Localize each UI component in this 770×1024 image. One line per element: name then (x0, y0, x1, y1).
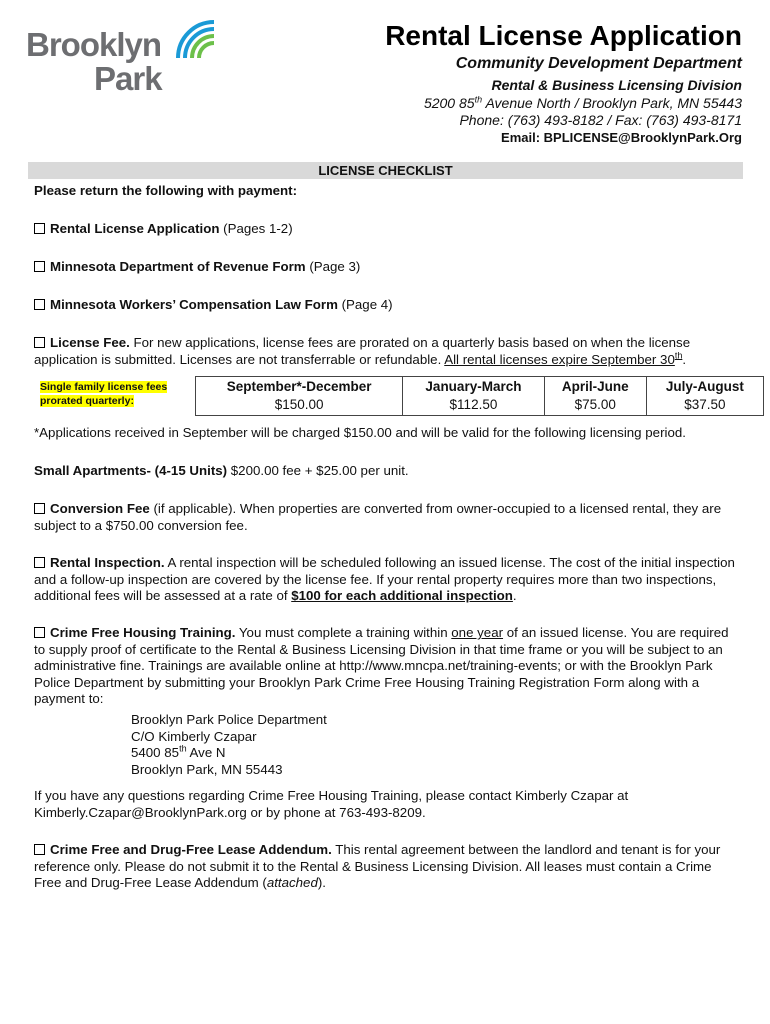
fee-cell: September*-December $150.00 (196, 377, 403, 416)
checkbox-icon[interactable] (34, 223, 45, 234)
checkbox-icon[interactable] (34, 261, 45, 272)
checkbox-icon[interactable] (34, 337, 45, 348)
checkbox-icon[interactable] (34, 503, 45, 514)
checkbox-icon[interactable] (34, 299, 45, 310)
rental-inspection-paragraph: Rental Inspection. A rental inspection will be scheduled following an issued license. The cost of the initial inspection and a follow-up inspection are covered by the license fee. If your rental property requires more than two inspections, additional fees will be assessed at a rate of $100 for each additional inspection. (34, 555, 735, 603)
september-note: *Applications received in September will be charged $150.00 and will be valid for the following licensing period. (34, 425, 686, 440)
fee-cell: January-March $112.50 (403, 377, 545, 416)
department-name: Community Development Department (455, 55, 742, 72)
logo-line2: Park (94, 60, 162, 97)
wifi-arcs-icon (174, 18, 219, 63)
conversion-fee-paragraph: Conversion Fee (if applicable). When properties are converted from owner-occupied to a licensed rental, they are subject to a $750.00 conversion fee. (34, 501, 722, 533)
page-title: Rental License Application (385, 20, 742, 51)
quarterly-fee-table (195, 376, 764, 416)
phone-fax: Phone: (763) 493-8182 / Fax: (763) 493-8171 (459, 112, 742, 128)
office-address: 5200 85th Avenue North / Brooklyn Park, MN 55443 (423, 94, 742, 111)
fee-table-label: Single family license fees prorated quarterly: (40, 380, 180, 408)
fee-cell: April-June $75.00 (544, 377, 646, 416)
checklist-item-revenue-form: Minnesota Department of Revenue Form (Page 3) (34, 259, 739, 276)
lease-addendum-paragraph: Crime Free and Drug-Free Lease Addendum. This rental agreement between the landlord and tenant is for your reference only. Please do not submit it to the Rental & Business Licensing Division. All leases must contain a Crime Free and Drug-Free Lease Addendum (attached). (34, 842, 721, 890)
logo-line1: Brooklyn (26, 26, 162, 63)
checklist-item-workers-comp: Minnesota Workers’ Compensation Law Form (Page 4) (34, 297, 739, 314)
checkbox-icon[interactable] (34, 627, 45, 638)
checklist-heading: LICENSE CHECKLIST (28, 162, 743, 179)
brooklyn-park-logo (26, 18, 216, 98)
police-mailing-address: Brooklyn Park Police Department C/O Kimberly Czapar 5400 85th Ave N Brooklyn Park, MN 55443 (131, 712, 327, 777)
checkbox-icon[interactable] (34, 557, 45, 568)
training-contact-paragraph: If you have any questions regarding Crime Free Housing Training, please contact Kimberly Czapar at Kimberly.Czapar@BrooklynPark.org or by phone at 763-493-8209. (34, 788, 629, 820)
license-fee-paragraph: License Fee. For new applications, license fees are prorated on a quarterly basis based on when the license application is submitted. Licenses are not transferrable or refundable. All rental licenses expire September 30th. (34, 335, 691, 367)
crime-free-training-paragraph: Crime Free Housing Training. You must complete a training within one year of an issued license. You are required to supply proof of certificate to the Rental & Business Licensing Division in that time frame or you will be subject to an administrative fine. Trainings are available online at http://www.mncpa.net/training-events; or with the Brooklyn Park Police Department by submitting your Brooklyn Park Crime Free Housing Training Registration Form along with a payment to: (34, 625, 729, 706)
checklist-item-application: Rental License Application (Pages 1-2) (34, 221, 739, 238)
small-apartments-fee: Small Apartments- (4-15 Units) $200.00 fee + $25.00 per unit. (34, 463, 409, 478)
checklist-intro: Please return the following with payment: (34, 183, 298, 198)
checkbox-icon[interactable] (34, 844, 45, 855)
division-name: Rental & Business Licensing Division (491, 77, 742, 93)
email-address: Email: BPLICENSE@BrooklynPark.Org (501, 130, 742, 145)
fee-cell: July-August $37.50 (646, 377, 763, 416)
